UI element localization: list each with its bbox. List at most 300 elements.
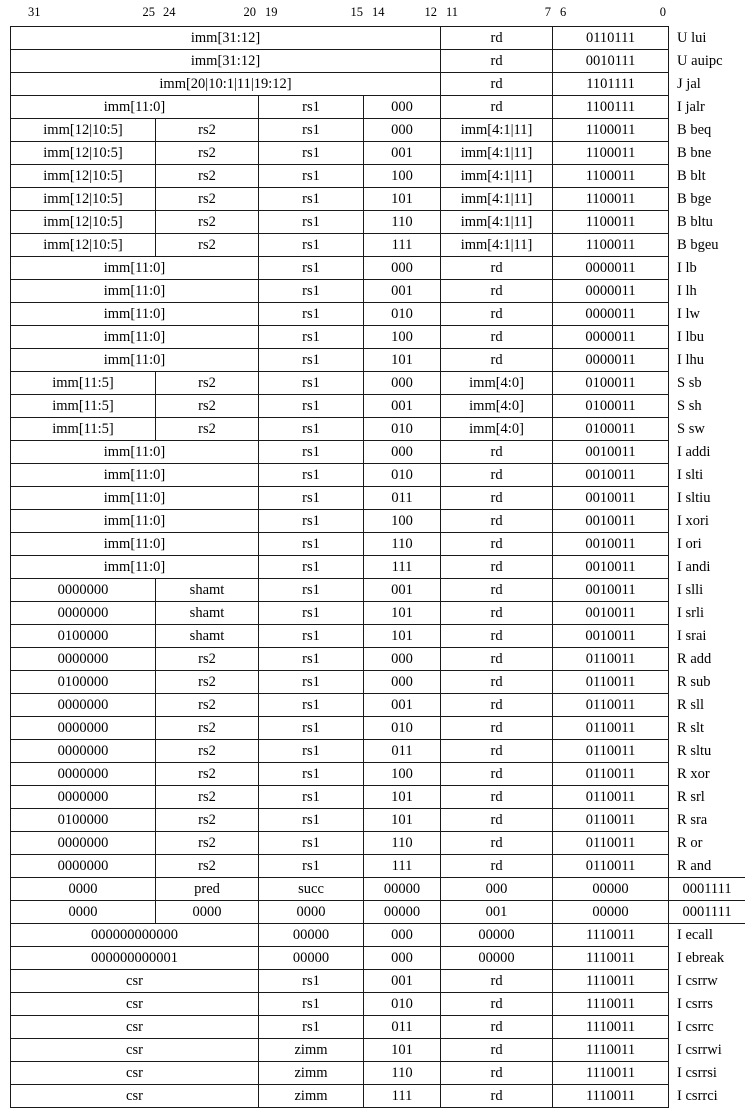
encoding-field-cell: 0010011 xyxy=(553,441,669,464)
encoding-field-cell: 1110011 xyxy=(553,1039,669,1062)
encoding-field-cell: 0110011 xyxy=(553,671,669,694)
encoding-field-cell: 0000000 xyxy=(11,832,156,855)
encoding-field-cell: csr xyxy=(11,1085,259,1108)
encoding-field-cell: rd xyxy=(441,855,553,878)
encoding-field-cell: 000 xyxy=(364,947,441,970)
bit-label-0: 0 xyxy=(660,5,666,19)
instruction-mnemonic: I lhu xyxy=(669,349,745,372)
encoding-field-cell: 111 xyxy=(364,1085,441,1108)
bit-label-31: 31 xyxy=(28,5,41,19)
bit-label-15: 15 xyxy=(351,5,364,19)
instruction-mnemonic: B beq xyxy=(669,119,745,142)
encoding-field-cell: 0100011 xyxy=(553,395,669,418)
encoding-field-cell: rs2 xyxy=(156,763,259,786)
encoding-field-cell: rd xyxy=(441,73,553,96)
encoding-field-cell: rs2 xyxy=(156,165,259,188)
encoding-field-cell: rd xyxy=(441,1016,553,1039)
encoding-field-cell: rd xyxy=(441,763,553,786)
instruction-mnemonic: R add xyxy=(669,648,745,671)
table-row xyxy=(11,786,745,809)
bit-label-14: 14 xyxy=(372,5,385,19)
encoding-field-cell: 0100000 xyxy=(11,671,156,694)
encoding-field-cell: 1100011 xyxy=(553,142,669,165)
encoding-field-cell: rd xyxy=(441,993,553,1016)
instruction-mnemonic: I lw xyxy=(669,303,745,326)
encoding-field-cell: 011 xyxy=(364,740,441,763)
encoding-field-cell: rs1 xyxy=(259,349,364,372)
encoding-field-cell: 1101111 xyxy=(553,73,669,96)
encoding-field-cell: rs1 xyxy=(259,533,364,556)
encoding-field-cell: 1110011 xyxy=(553,924,669,947)
encoding-field-cell: 0100011 xyxy=(553,418,669,441)
instruction-mnemonic: I ori xyxy=(669,533,745,556)
encoding-field-cell: 001 xyxy=(364,280,441,303)
instruction-mnemonic: I andi xyxy=(669,556,745,579)
encoding-field-cell: imm[11:0] xyxy=(11,303,259,326)
table-row xyxy=(11,211,745,234)
encoding-field-cell: 0000000 xyxy=(11,740,156,763)
encoding-field-cell: rs2 xyxy=(156,832,259,855)
encoding-field-cell: rd xyxy=(441,579,553,602)
encoding-field-cell: csr xyxy=(11,1062,259,1085)
encoding-field-cell: 0110111 xyxy=(553,27,669,50)
encoding-field-cell: imm[4:0] xyxy=(441,418,553,441)
table-row xyxy=(11,349,745,372)
encoding-field-cell: rs2 xyxy=(156,119,259,142)
encoding-field-cell: rs1 xyxy=(259,119,364,142)
encoding-field-cell: 110 xyxy=(364,832,441,855)
encoding-field-cell: 101 xyxy=(364,602,441,625)
encoding-field-cell: 0000011 xyxy=(553,326,669,349)
encoding-field-cell: rs1 xyxy=(259,96,364,119)
encoding-field-cell: 0010011 xyxy=(553,556,669,579)
instruction-mnemonic: B bne xyxy=(669,142,745,165)
encoding-field-cell: rs1 xyxy=(259,510,364,533)
instruction-mnemonic: I lb xyxy=(669,257,745,280)
encoding-field-cell: 001 xyxy=(441,901,553,924)
table-row xyxy=(11,464,745,487)
encoding-field-cell: 1110011 xyxy=(553,1016,669,1039)
table-row xyxy=(11,878,745,901)
encoding-field-cell: 0000 xyxy=(11,878,156,901)
encoding-field-cell: 000 xyxy=(364,257,441,280)
instruction-mnemonic: I xori xyxy=(669,510,745,533)
table-row xyxy=(11,832,745,855)
encoding-field-cell: 0010111 xyxy=(553,50,669,73)
encoding-field-cell: 0000011 xyxy=(553,303,669,326)
encoding-field-cell: imm[12|10:5] xyxy=(11,119,156,142)
instruction-mnemonic: I csrrci xyxy=(669,1085,745,1108)
encoding-field-cell: rs1 xyxy=(259,809,364,832)
encoding-field-cell: 00000 xyxy=(259,947,364,970)
encoding-field-cell: rs1 xyxy=(259,234,364,257)
encoding-field-cell: 110 xyxy=(364,533,441,556)
encoding-field-cell: imm[20|10:1|11|19:12] xyxy=(11,73,441,96)
instruction-mnemonic: I jalr xyxy=(669,96,745,119)
encoding-field-cell: rd xyxy=(441,533,553,556)
table-row xyxy=(11,280,745,303)
encoding-field-cell: rs2 xyxy=(156,809,259,832)
encoding-field-cell: 0010011 xyxy=(553,579,669,602)
encoding-field-cell: rs2 xyxy=(156,188,259,211)
encoding-field-cell: rs1 xyxy=(259,970,364,993)
encoding-field-cell: rd xyxy=(441,487,553,510)
encoding-field-cell: imm[4:0] xyxy=(441,372,553,395)
table-row xyxy=(11,648,745,671)
instruction-mnemonic: R srl xyxy=(669,786,745,809)
encoding-field-cell: 010 xyxy=(364,464,441,487)
instruction-mnemonic: I csrrwi xyxy=(669,1039,745,1062)
table-row xyxy=(11,855,745,878)
encoding-field-cell: rd xyxy=(441,832,553,855)
instruction-mnemonic: S sw xyxy=(669,418,745,441)
encoding-field-cell: 00000 xyxy=(553,901,669,924)
table-row xyxy=(11,556,745,579)
encoding-field-cell: 010 xyxy=(364,993,441,1016)
encoding-field-cell: rs2 xyxy=(156,372,259,395)
encoding-field-cell: rs2 xyxy=(156,234,259,257)
encoding-field-cell: rs2 xyxy=(156,395,259,418)
encoding-field-cell: 001 xyxy=(364,694,441,717)
encoding-field-cell: rd xyxy=(441,740,553,763)
encoding-field-cell: rs2 xyxy=(156,211,259,234)
encoding-field-cell: 000 xyxy=(364,372,441,395)
encoding-field-cell: rs1 xyxy=(259,786,364,809)
encoding-field-cell: succ xyxy=(259,878,364,901)
encoding-field-cell: 0000000 xyxy=(11,763,156,786)
encoding-field-cell: 1100111 xyxy=(553,96,669,119)
encoding-field-cell: 0110011 xyxy=(553,740,669,763)
instruction-mnemonic: J jal xyxy=(669,73,745,96)
instruction-mnemonic: S sh xyxy=(669,395,745,418)
table-row xyxy=(11,993,745,1016)
encoding-field-cell: imm[11:5] xyxy=(11,395,156,418)
encoding-field-cell: 111 xyxy=(364,556,441,579)
encoding-field-cell: 000 xyxy=(364,924,441,947)
table-row xyxy=(11,27,745,50)
encoding-field-cell: imm[11:0] xyxy=(11,326,259,349)
encoding-field-cell: imm[11:5] xyxy=(11,372,156,395)
encoding-field-cell: pred xyxy=(156,878,259,901)
encoding-field-cell: 110 xyxy=(364,211,441,234)
encoding-field-cell: 0110011 xyxy=(553,648,669,671)
encoding-field-cell: 1100011 xyxy=(553,119,669,142)
instruction-mnemonic: R sra xyxy=(669,809,745,832)
encoding-field-cell: 000000000001 xyxy=(11,947,259,970)
table-row xyxy=(11,510,745,533)
encoding-field-cell: csr xyxy=(11,1039,259,1062)
encoding-field-cell: rs1 xyxy=(259,211,364,234)
encoding-field-cell: rd xyxy=(441,671,553,694)
encoding-field-cell: 011 xyxy=(364,1016,441,1039)
encoding-field-cell: 0000011 xyxy=(553,280,669,303)
table-row xyxy=(11,372,745,395)
encoding-field-cell: 0110011 xyxy=(553,809,669,832)
encoding-field-cell: imm[12|10:5] xyxy=(11,165,156,188)
instruction-mnemonic: R xor xyxy=(669,763,745,786)
encoding-field-cell: 1110011 xyxy=(553,993,669,1016)
table-row xyxy=(11,326,745,349)
encoding-field-cell: rs1 xyxy=(259,694,364,717)
bit-label-7: 7 xyxy=(545,5,551,19)
instruction-mnemonic: I addi xyxy=(669,441,745,464)
instruction-mnemonic: S sb xyxy=(669,372,745,395)
encoding-field-cell: rs2 xyxy=(156,648,259,671)
encoding-field-cell: 0100000 xyxy=(11,809,156,832)
table-row xyxy=(11,50,745,73)
encoding-field-cell: imm[12|10:5] xyxy=(11,188,156,211)
table-row xyxy=(11,740,745,763)
encoding-field-cell: 0000 xyxy=(11,901,156,924)
encoding-field-cell: 0110011 xyxy=(553,855,669,878)
table-row xyxy=(11,671,745,694)
encoding-field-cell: imm[11:0] xyxy=(11,533,259,556)
table-row xyxy=(11,970,745,993)
encoding-field-cell: 0000011 xyxy=(553,349,669,372)
encoding-field-cell: rs1 xyxy=(259,602,364,625)
encoding-field-cell: zimm xyxy=(259,1039,364,1062)
encoding-field-cell: 0000000 xyxy=(11,602,156,625)
encoding-field-cell: rs1 xyxy=(259,487,364,510)
encoding-field-cell: rs1 xyxy=(259,188,364,211)
encoding-field-cell: 001 xyxy=(364,142,441,165)
table-row xyxy=(11,188,745,211)
encoding-field-cell: rd xyxy=(441,257,553,280)
encoding-field-cell: rd xyxy=(441,1085,553,1108)
encoding-field-cell: rd xyxy=(441,464,553,487)
encoding-field-cell: 100 xyxy=(364,165,441,188)
encoding-field-cell: imm[11:0] xyxy=(11,349,259,372)
encoding-field-cell: rd xyxy=(441,786,553,809)
bit-position-ruler xyxy=(0,0,745,26)
instruction-mnemonic: I slti xyxy=(669,464,745,487)
encoding-field-cell: rs1 xyxy=(259,257,364,280)
encoding-field-cell: 1100011 xyxy=(553,165,669,188)
encoding-field-cell: 000 xyxy=(364,96,441,119)
encoding-field-cell: rs1 xyxy=(259,165,364,188)
table-row xyxy=(11,901,745,924)
encoding-field-cell: rs1 xyxy=(259,441,364,464)
instruction-mnemonic: U auipc xyxy=(669,50,745,73)
table-row xyxy=(11,1085,745,1108)
encoding-field-cell: shamt xyxy=(156,579,259,602)
encoding-field-cell: 1110011 xyxy=(553,947,669,970)
encoding-field-cell: 0010011 xyxy=(553,464,669,487)
table-row xyxy=(11,303,745,326)
encoding-field-cell: 101 xyxy=(364,625,441,648)
encoding-field-cell: 0010011 xyxy=(553,602,669,625)
encoding-field-cell: rs2 xyxy=(156,717,259,740)
table-row xyxy=(11,418,745,441)
table-row xyxy=(11,73,745,96)
encoding-field-cell: 010 xyxy=(364,303,441,326)
instruction-mnemonic: B bltu xyxy=(669,211,745,234)
encoding-field-cell: csr xyxy=(11,1016,259,1039)
instruction-mnemonic: R or xyxy=(669,832,745,855)
encoding-field-cell: imm[31:12] xyxy=(11,27,441,50)
table-row xyxy=(11,142,745,165)
encoding-field-cell: rs2 xyxy=(156,740,259,763)
instruction-mnemonic: R sub xyxy=(669,671,745,694)
encoding-field-cell: 0110011 xyxy=(553,832,669,855)
encoding-field-cell: zimm xyxy=(259,1085,364,1108)
encoding-field-cell: 111 xyxy=(364,855,441,878)
encoding-field-cell: 0000000 xyxy=(11,579,156,602)
instruction-mnemonic: I ecall xyxy=(669,924,745,947)
encoding-field-cell: imm[31:12] xyxy=(11,50,441,73)
encoding-field-cell: 0000000 xyxy=(11,694,156,717)
encoding-field-cell: 100 xyxy=(364,763,441,786)
encoding-field-cell: 000 xyxy=(364,648,441,671)
instruction-mnemonic: B bgeu xyxy=(669,234,745,257)
encoding-field-cell: 00000 xyxy=(364,878,441,901)
encoding-field-cell: rs2 xyxy=(156,855,259,878)
encoding-field-cell: imm[4:1|11] xyxy=(441,119,553,142)
encoding-field-cell: 0110011 xyxy=(553,717,669,740)
encoding-field-cell: rs2 xyxy=(156,142,259,165)
table-row xyxy=(11,947,745,970)
encoding-field-cell: 110 xyxy=(364,1062,441,1085)
encoding-field-cell: 000 xyxy=(364,119,441,142)
encoding-field-cell: rs1 xyxy=(259,832,364,855)
table-row xyxy=(11,625,745,648)
encoding-field-cell: 0110011 xyxy=(553,786,669,809)
encoding-field-cell: rs1 xyxy=(259,648,364,671)
encoding-field-cell: 00000 xyxy=(364,901,441,924)
encoding-field-cell: rs1 xyxy=(259,372,364,395)
bit-label-25: 25 xyxy=(143,5,156,19)
encoding-field-cell: 0000000 xyxy=(11,786,156,809)
table-row xyxy=(11,579,745,602)
encoding-field-cell: rd xyxy=(441,625,553,648)
table-row xyxy=(11,395,745,418)
encoding-field-cell: 0110011 xyxy=(553,694,669,717)
encoding-field-cell: imm[11:0] xyxy=(11,257,259,280)
encoding-field-cell: imm[11:0] xyxy=(11,464,259,487)
encoding-field-cell: 111 xyxy=(364,234,441,257)
encoding-field-cell: rs1 xyxy=(259,418,364,441)
table-row xyxy=(11,257,745,280)
instruction-mnemonic: B bge xyxy=(669,188,745,211)
encoding-field-cell: 1110011 xyxy=(553,1062,669,1085)
encoding-field-cell: 000 xyxy=(441,878,553,901)
encoding-field-cell: imm[4:0] xyxy=(441,395,553,418)
table-row xyxy=(11,763,745,786)
instruction-mnemonic: I lh xyxy=(669,280,745,303)
table-row xyxy=(11,1039,745,1062)
encoding-field-cell: rd xyxy=(441,27,553,50)
encoding-field-cell: rs1 xyxy=(259,740,364,763)
encoding-field-cell: 101 xyxy=(364,1039,441,1062)
table-row xyxy=(11,441,745,464)
encoding-field-cell: rs1 xyxy=(259,579,364,602)
encoding-field-cell: 0001111 xyxy=(669,901,745,924)
instruction-mnemonic: I srli xyxy=(669,602,745,625)
encoding-field-cell: imm[12|10:5] xyxy=(11,211,156,234)
encoding-field-cell: rs1 xyxy=(259,993,364,1016)
encoding-field-cell: 001 xyxy=(364,970,441,993)
encoding-field-cell: rd xyxy=(441,602,553,625)
encoding-field-cell: rs2 xyxy=(156,786,259,809)
encoding-field-cell: rs2 xyxy=(156,671,259,694)
encoding-field-cell: shamt xyxy=(156,625,259,648)
encoding-field-cell: rd xyxy=(441,96,553,119)
encoding-field-cell: rd xyxy=(441,694,553,717)
encoding-field-cell: 00000 xyxy=(441,924,553,947)
encoding-field-cell: imm[4:1|11] xyxy=(441,188,553,211)
encoding-field-cell: 101 xyxy=(364,188,441,211)
encoding-field-cell: rd xyxy=(441,510,553,533)
encoding-field-cell: csr xyxy=(11,970,259,993)
encoding-field-cell: 000000000000 xyxy=(11,924,259,947)
encoding-field-cell: rd xyxy=(441,1039,553,1062)
table-row xyxy=(11,1062,745,1085)
table-row xyxy=(11,96,745,119)
encoding-field-cell: 1100011 xyxy=(553,234,669,257)
table-row xyxy=(11,924,745,947)
encoding-field-cell: rs2 xyxy=(156,694,259,717)
encoding-field-cell: imm[11:0] xyxy=(11,510,259,533)
encoding-field-cell: rs1 xyxy=(259,142,364,165)
encoding-field-cell: rd xyxy=(441,1062,553,1085)
instruction-mnemonic: I csrrs xyxy=(669,993,745,1016)
encoding-field-cell: imm[11:0] xyxy=(11,556,259,579)
instruction-mnemonic: U lui xyxy=(669,27,745,50)
bit-label-19: 19 xyxy=(265,5,278,19)
encoding-field-cell: rd xyxy=(441,280,553,303)
encoding-field-cell: 1100011 xyxy=(553,188,669,211)
encoding-field-cell: 1100011 xyxy=(553,211,669,234)
encoding-field-cell: 0001111 xyxy=(669,878,745,901)
instruction-encoding-table xyxy=(10,26,745,1108)
encoding-field-cell: rd xyxy=(441,556,553,579)
table-row xyxy=(11,694,745,717)
encoding-field-cell: rd xyxy=(441,303,553,326)
instruction-mnemonic: I csrrw xyxy=(669,970,745,993)
encoding-field-cell: 0100011 xyxy=(553,372,669,395)
bit-label-24: 24 xyxy=(163,5,176,19)
instruction-mnemonic: R slt xyxy=(669,717,745,740)
encoding-field-cell: 00000 xyxy=(441,947,553,970)
encoding-field-cell: 000 xyxy=(364,671,441,694)
encoding-field-cell: zimm xyxy=(259,1062,364,1085)
encoding-field-cell: 0000000 xyxy=(11,855,156,878)
instruction-mnemonic: I lbu xyxy=(669,326,745,349)
table-row xyxy=(11,533,745,556)
encoding-field-cell: 0010011 xyxy=(553,533,669,556)
encoding-field-cell: rs1 xyxy=(259,855,364,878)
encoding-field-cell: rd xyxy=(441,50,553,73)
encoding-field-cell: rd xyxy=(441,648,553,671)
encoding-field-cell: imm[11:0] xyxy=(11,487,259,510)
table-row xyxy=(11,1016,745,1039)
instruction-mnemonic: I srai xyxy=(669,625,745,648)
encoding-field-cell: rs1 xyxy=(259,556,364,579)
bit-label-12: 12 xyxy=(425,5,438,19)
encoding-field-cell: imm[4:1|11] xyxy=(441,234,553,257)
encoding-field-cell: rs1 xyxy=(259,671,364,694)
encoding-field-cell: 0010011 xyxy=(553,625,669,648)
encoding-field-cell: imm[11:5] xyxy=(11,418,156,441)
encoding-field-cell: 0010011 xyxy=(553,510,669,533)
encoding-field-cell: rs1 xyxy=(259,717,364,740)
encoding-field-cell: rs1 xyxy=(259,763,364,786)
encoding-field-cell: 00000 xyxy=(553,878,669,901)
encoding-field-cell: rs1 xyxy=(259,464,364,487)
table-row xyxy=(11,602,745,625)
encoding-field-cell: 0000 xyxy=(156,901,259,924)
encoding-field-cell: rd xyxy=(441,441,553,464)
